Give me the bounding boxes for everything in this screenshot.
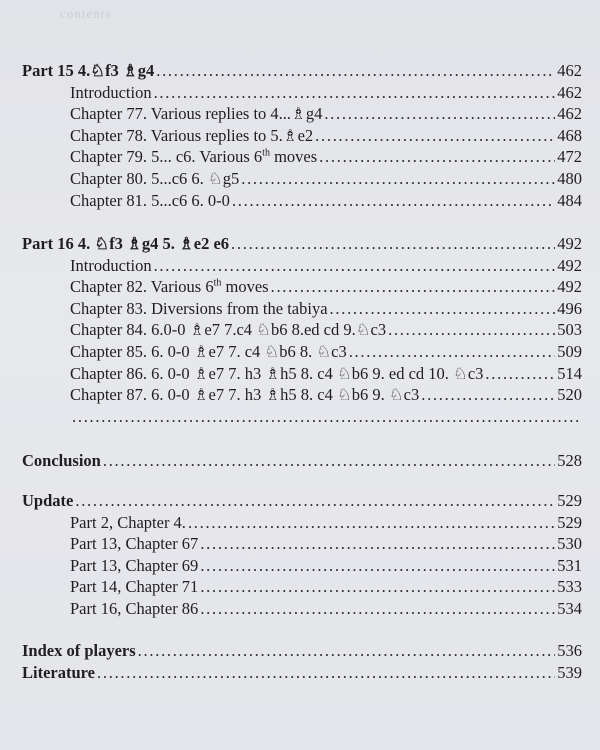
bleed-through-header: contents [60,6,112,21]
toc-entry [22,146,582,168]
page-number: 520 [557,385,582,405]
page-number: 462 [557,104,582,124]
entry-label: Chapter 82. Various 6th moves [70,277,269,297]
entry-label: Chapter 81. 5...c6 6. 0-0 [70,190,230,210]
page-number: 472 [557,147,582,167]
toc-entry [22,512,582,534]
entry-label: Chapter 78. Various replies to 5.♗e2 [70,125,314,145]
entry-label: Introduction [70,255,152,275]
part-title: Part 16 4. ♘f3 ♗g4 5. ♗e2 e6 [22,234,230,253]
page-number: 528 [557,451,582,470]
part-15-heading [22,60,582,82]
toc-entry [22,363,582,385]
page-number: 462 [557,82,582,102]
dot-leader [421,384,555,406]
page-number: 496 [557,298,582,318]
entry-label: Chapter 83. Diversions from the tabiya [70,298,328,318]
entry-label: Chapter 77. Various replies to 4...♗g4 [70,104,323,124]
page-number: 514 [557,363,582,383]
part-title: Part 15 4.♘f3 ♗g4 [22,61,155,80]
toc-entry [22,319,582,341]
dot-leader [156,60,555,82]
page-number: 536 [557,641,582,660]
section-title: Literature [22,662,96,682]
entry-label: Chapter 79. 5... c6. Various 6th moves [70,147,318,167]
entry-label: Part 13, Chapter 67 [70,534,199,554]
page-number: 530 [557,534,582,554]
page-number: 492 [557,277,582,297]
dot-leader [324,103,555,125]
dot-leader [154,255,556,277]
dot-leader [315,125,555,147]
toc-entry [22,576,582,598]
page-number: 492 [557,255,582,275]
page-number: 529 [557,512,582,532]
back-matter-section [22,640,582,683]
update-section [22,490,582,620]
dot-leader [154,82,556,104]
entry-label: Part 2, Chapter 4. [70,512,186,532]
page-number: 529 [557,491,582,510]
dot-leader [75,490,555,512]
section-title: Conclusion [22,451,101,470]
conclusion-heading [22,450,582,472]
entry-label: Chapter 87. 6. 0-0 ♗e7 7. h3 ♗h5 8. c4 ♘b6 9. ♘c3 [70,385,420,405]
entry-label: Part 13, Chapter 69 [70,555,199,575]
toc-entry [22,255,582,277]
dot-leader [241,168,555,190]
dot-leader [103,450,555,472]
entry-label: Chapter 85. 6. 0-0 ♗e7 7. c4 ♘b6 8. ♘c3 [70,341,347,361]
toc-entry [22,533,582,555]
dot-leader [200,555,555,577]
page-number: 480 [557,168,582,188]
page-number: 484 [557,190,582,210]
part-16-heading [22,233,582,255]
toc-entry [22,406,582,428]
conclusion-section [22,450,582,472]
dot-leader [72,406,580,428]
page-number: 531 [557,555,582,575]
page-number: 468 [557,125,582,145]
page-number: 503 [557,320,582,340]
section-title: Update [22,491,74,510]
entry-label: Chapter 80. 5...c6 6. ♘g5 [70,168,240,188]
dot-leader [232,190,555,212]
dot-leader [349,341,556,363]
entry-label: Introduction [70,82,152,102]
toc-entry [22,190,582,212]
page-number: 492 [557,234,582,253]
toc-entry [22,168,582,190]
dot-leader [485,363,555,385]
entry-label: Part 16, Chapter 86 [70,598,199,618]
entry-label: Part 14, Chapter 71 [70,577,199,597]
dot-leader [231,233,555,255]
literature-heading [22,662,582,684]
toc-entry [22,82,582,104]
toc-entry [22,598,582,620]
page-number: 534 [557,598,582,618]
dot-leader [138,640,556,662]
toc-entry [22,341,582,363]
toc-entry [22,555,582,577]
toc-entry [22,276,582,298]
page-number: 509 [557,341,582,361]
toc-entry [22,298,582,320]
dot-leader [200,533,555,555]
toc-entry [22,384,582,406]
dot-leader [97,662,555,684]
dot-leader [388,319,555,341]
update-heading [22,490,582,512]
dot-leader [200,576,555,598]
toc-entry [22,125,582,147]
part-16-section [22,233,582,427]
dot-leader [330,298,556,320]
page-number: 539 [557,662,582,682]
section-title: Index of players [22,641,136,660]
index-of-players-heading [22,640,582,662]
page-number: 533 [557,577,582,597]
dot-leader [200,598,555,620]
toc-entry [22,103,582,125]
dot-leader [271,276,556,298]
entry-label: Chapter 84. 6.0-0 ♗e7 7.c4 ♘b6 8.ed cd 9.♘c3 [70,320,387,340]
page-number: 462 [557,61,582,80]
dot-leader [188,512,555,534]
dot-leader [319,146,555,168]
part-15-section [22,60,582,211]
entry-label: Chapter 86. 6. 0-0 ♗e7 7. h3 ♗h5 8. c4 ♘b6 9. ed cd 10. ♘c3 [70,363,484,383]
